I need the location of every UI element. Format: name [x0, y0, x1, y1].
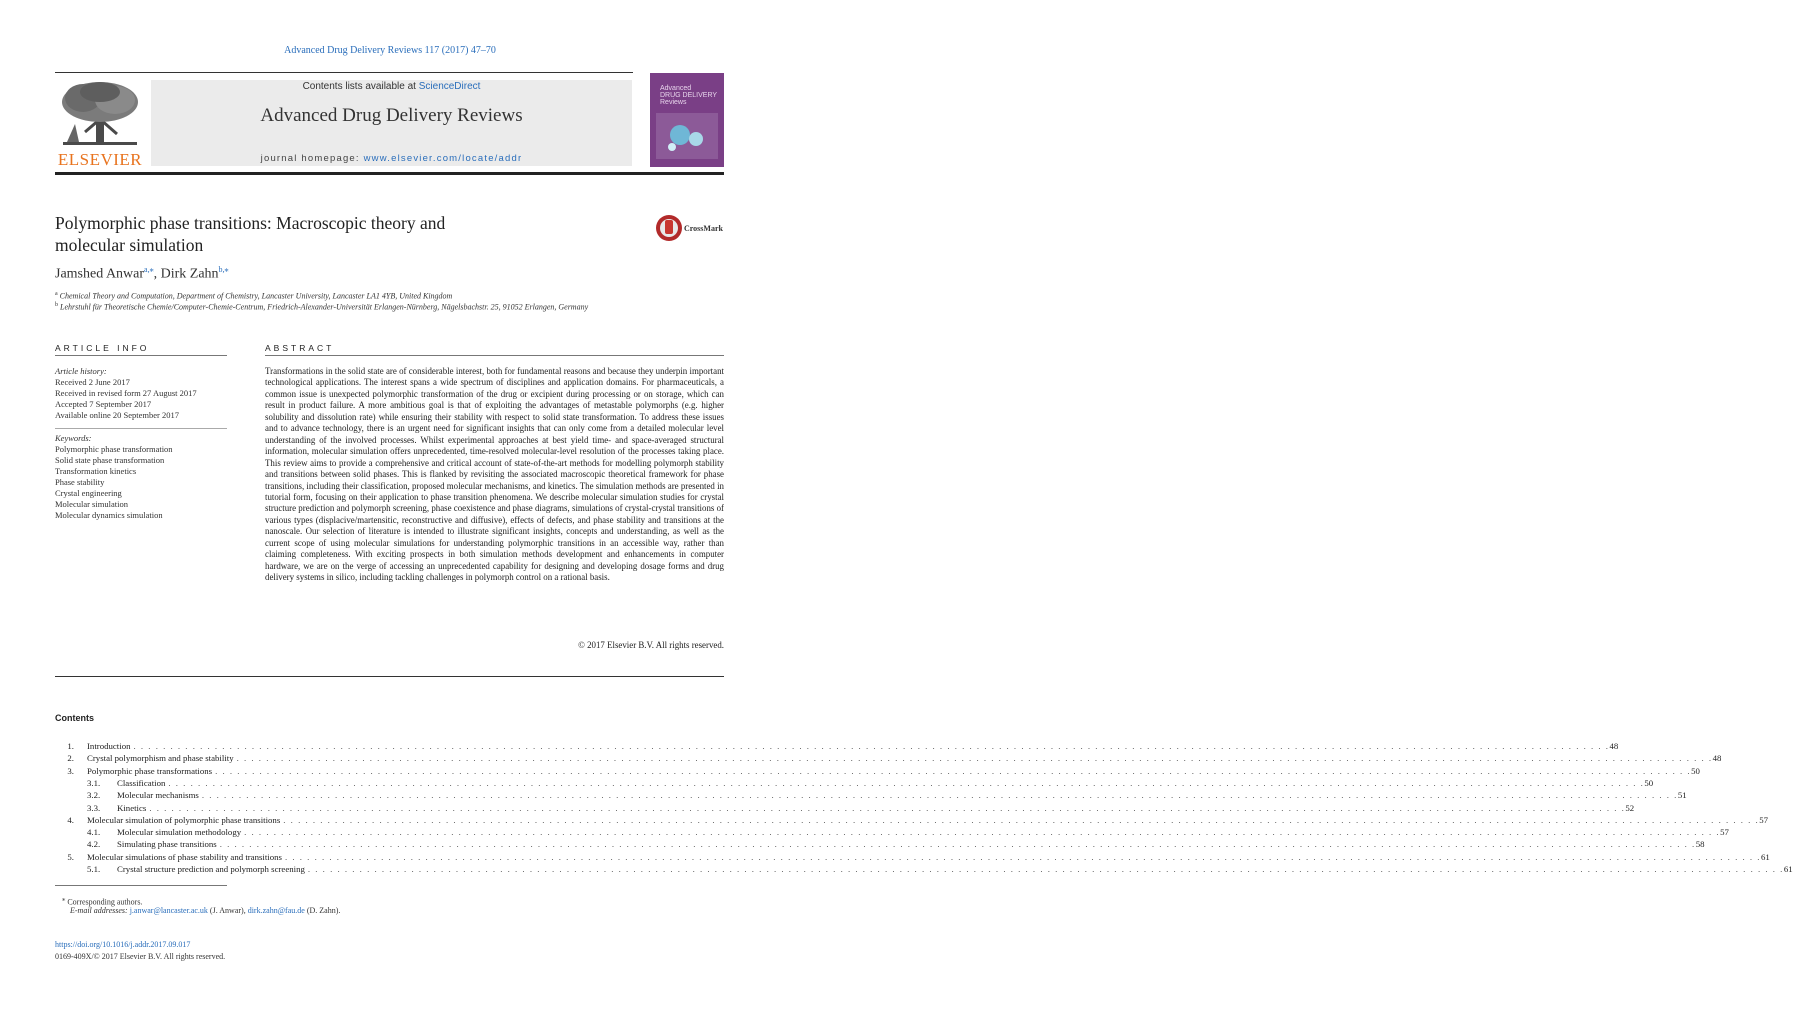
article-info-divider [55, 428, 227, 429]
keyword-item: Polymorphic phase transformation [55, 444, 173, 454]
toc-entry[interactable] [87, 814, 1769, 826]
history-item: Accepted 7 September 2017 [55, 399, 152, 409]
toc-page-number: 61 [1783, 864, 1793, 874]
toc-title[interactable]: Molecular simulation methodology [117, 827, 242, 838]
footnote-rule [55, 885, 227, 886]
toc-entry[interactable] [117, 802, 1635, 814]
toc-number: 4.2. [87, 839, 101, 850]
homepage-link[interactable]: www.elsevier.com/locate/addr [363, 153, 523, 164]
toc-leader-dots: . . . . . . . . . . . . . . . . . . . . . . . . . . . . . . . . . . . . . . . . . . . . . . . . . . . . . . . . . . . . . . . . . . . . . . . . . . . . . . . . . . . . . . . . . . . . . . . . . . . . . . . . . . . . . . . . . . . . . . . . . . . . . . . . . . . . . . . . . . . . . . . . . . . . . . . . . . . . . . . . . . . . . . . . . . . . . . . . . . . . . . . . . . . . . . . . . . . . . . . . [284, 851, 1761, 862]
toc-leader-dots: . . . . . . . . . . . . . . . . . . . . . . . . . . . . . . . . . . . . . . . . . . . . . . . . . . . . . . . . . . . . . . . . . . . . . . . . . . . . . . . . . . . . . . . . . . . . . . . . . . . . . . . . . . . . . . . . . . . . . . . . . . . . . . . . . . . . . . . . . . . . . . . . . . . . . . . . . . . . . . . . . . . . . . . . . . . . . . . . . . . . . . . . . . . . . . . . . . . . . . . . [215, 765, 1692, 776]
keyword-item: Phase stability [55, 477, 105, 487]
cover-line-3: Reviews [660, 99, 687, 106]
toc-page-number: 61 [1760, 851, 1770, 862]
toc-leader-dots: . . . . . . . . . . . . . . . . . . . . . . . . . . . . . . . . . . . . . . . . . . . . . . . . . . . . . . . . . . . . . . . . . . . . . . . . . . . . . . . . . . . . . . . . . . . . . . . . . . . . . . . . . . . . . . . . . . . . . . . . . . . . . . . . . . . . . . . . . . . . . . . . . . . . . . . . . . . . . . . . . . . . . . . . . . . . . . . . . . . . . . . . . . . . . . . . . . . . . . . . [168, 777, 1645, 788]
email-link[interactable]: j.anwar@lancaster.ac.uk [129, 906, 208, 915]
toc-entry[interactable] [87, 851, 1770, 863]
toc-leader-dots: . . . . . . . . . . . . . . . . . . . . . . . . . . . . . . . . . . . . . . . . . . . . . . . . . . . . . . . . . . . . . . . . . . . . . . . . . . . . . . . . . . . . . . . . . . . . . . . . . . . . . . . . . . . . . . . . . . . . . . . . . . . . . . . . . . . . . . . . . . . . . . . . . . . . . . . . . . . . . . . . . . . . . . . . . . . . . . . . . . . . . . . . . . . . . . . . . . . . . . . . [307, 864, 1784, 874]
journal-name: Advanced Drug Delivery Reviews [260, 105, 523, 126]
history-item: Available online 20 September 2017 [55, 410, 180, 420]
toc-row[interactable] [55, 863, 1793, 875]
article-info-heading: ARTICLE INFO [55, 343, 150, 353]
affiliation-text: Lehrstuhl für Theoretische Chemie/Computer-Chemie-Centrum, Friedrich-Alexander-Universität Erlangen-Nürnberg, Nägelsbachstr. 25, 91052 Erlangen, Germany [60, 302, 589, 312]
affiliation-label: b [55, 302, 58, 308]
cover-line-1: Advanced [660, 85, 692, 92]
keyword-item: Transformation kinetics [55, 466, 137, 476]
toc-row[interactable] [55, 789, 1687, 801]
contents-prefix: Contents lists available at [302, 81, 419, 92]
toc-entry[interactable] [87, 740, 1619, 752]
section-rule [55, 676, 724, 677]
cover-title [660, 85, 720, 106]
abstract-text: Transformations in the solid state are of considerable interest, both for fundamental reasons and because they underpin important technological applications. The interest spans a wide spectrum of disciplines and application domains. For pharmaceuticals, a common issue is unexpected polymorphic transformation of the drug or excipient during processing or on storage, which can result in product failure. A more ambitious goal is that of exploiting the advantages of metastable polymorphs (e.g. higher solubility and dissolution rate) while ensuring their stability with respect to solid state transformation. To address these issues and to advance technology, there is an urgent need for significant insights that can only come from a detailed molecular level understanding of the involved processes. Whilst experimental approaches at best yield time- and space-averaged structural information, molecular simulation offers unprecedented, time-resolved molecular-level resolution of the processes taking place. This review aims to provide a comprehensive and critical account of state-of-the-art methods for modelling polymorph stability and transitions between solid phases. This is flanked by revisiting the associated macroscopic theoretical framework for phase transitions, including their classification, proposed molecular mechanisms, and kinetics. The simulation methods are presented in tutorial form, focusing on their application to phase transition phenomena. We describe molecular simulation studies for crystal structure prediction and polymorph screening, phase coexistence and phase diagrams, simulations of crystal-crystal transitions of various types (displacive/martensitic, reconstructive and diffusive), effects of defects, and phase stability and transitions at the nanoscale. Our selection of literature is intended to illustrate significant insights, concepts and understanding, as well as the current scope of using molecular simulations for understanding polymorphic transitions in an accessible way, rather than claiming completeness. With exciting prospects in both simulation methods development and enhancements in computer hardware, we are on the verge of accessing an unprecedented capability for designing and developing dosage forms and drug delivery systems in silico, including tackling challenges in polymorph control on a rational basis. [265, 366, 724, 583]
crossmark-label: CrossMark [684, 224, 723, 233]
toc-page-number: 48 [1609, 741, 1619, 751]
contents-available-line [151, 81, 632, 92]
toc-number: 3. [67, 765, 74, 776]
toc-leader-dots: . . . . . . . . . . . . . . . . . . . . . . . . . . . . . . . . . . . . . . . . . . . . . . . . . . . . . . . . . . . . . . . . . . . . . . . . . . . . . . . . . . . . . . . . . . . . . . . . . . . . . . . . . . . . . . . . . . . . . . . . . . . . . . . . . . . . . . . . . . . . . . . . . . . . . . . . . . . . . . . . . . . . . . . . . . . . . . . . . . . . . . . . . . . . . . . . . . . . . . . . [219, 839, 1696, 850]
toc-title[interactable]: Classification [117, 777, 166, 788]
abstract-rule [265, 355, 724, 356]
toc-row[interactable] [55, 752, 1722, 764]
email-label: E-mail addresses: [70, 906, 128, 915]
toc-title[interactable]: Simulating phase transitions [117, 839, 217, 850]
paper-title-line-1: Polymorphic phase transitions: Macroscopic theory and [55, 213, 446, 233]
article-history [55, 366, 197, 421]
toc-number: 2. [67, 753, 74, 764]
toc-title[interactable]: Molecular simulation of polymorphic phase transitions [87, 814, 281, 825]
header-thick-rule [55, 172, 724, 175]
homepage-prefix: journal homepage: [260, 153, 364, 164]
keyword-item: Molecular dynamics simulation [55, 510, 163, 520]
email-footnote [70, 906, 340, 915]
author-name[interactable]: Jamshed Anwar [55, 266, 145, 282]
toc-row[interactable] [55, 802, 1635, 814]
journal-reference-link[interactable]: Advanced Drug Delivery Reviews 117 (2017) 47–70 [284, 45, 496, 56]
toc-title[interactable]: Kinetics [117, 802, 147, 813]
toc-number: 3.1. [87, 777, 101, 788]
toc-page-number: 57 [1720, 827, 1729, 838]
history-item: Received in revised form 27 August 2017 [55, 388, 197, 398]
journal-cover-thumbnail[interactable] [650, 73, 724, 167]
affiliation-text: Chemical Theory and Computation, Department of Chemistry, Lancaster University, Lancaster LA1 4YB, United Kingdom [59, 291, 453, 301]
keywords-list [55, 433, 173, 521]
toc-row[interactable] [55, 814, 1769, 826]
author-affiliation-marker[interactable]: a,⁎ [144, 265, 154, 274]
toc-leader-dots: . . . . . . . . . . . . . . . . . . . . . . . . . . . . . . . . . . . . . . . . . . . . . . . . . . . . . . . . . . . . . . . . . . . . . . . . . . . . . . . . . . . . . . . . . . . . . . . . . . . . . . . . . . . . . . . . . . . . . . . . . . . . . . . . . . . . . . . . . . . . . . . . . . . . . . . . . . . . . . . . . . . . . . . . . . . . . . . . . . . . . . . . . . . . . . . . . . . . . . . . [236, 753, 1713, 764]
history-label: Article history: [55, 366, 107, 376]
toc-entry[interactable] [117, 789, 1687, 801]
email-owner: (J. Anwar), [209, 906, 246, 915]
toc-entry[interactable] [117, 838, 1705, 850]
paper-title-line-2: molecular simulation [55, 235, 204, 255]
toc-row[interactable] [55, 826, 1729, 838]
toc-page-number: 57 [1759, 814, 1769, 825]
toc-entry[interactable] [117, 777, 1654, 789]
contents-heading: Contents [55, 713, 94, 723]
toc-entry[interactable] [87, 752, 1722, 764]
toc-entry[interactable] [117, 863, 1793, 875]
author-name[interactable]: Dirk Zahn [160, 266, 219, 282]
toc-title[interactable]: Crystal structure prediction and polymorph screening [117, 864, 305, 874]
toc-entry[interactable] [117, 826, 1729, 838]
header-rule [55, 72, 633, 73]
toc-page-number: 48 [1712, 753, 1722, 764]
affiliation-label: a [55, 291, 58, 297]
toc-page-number: 58 [1695, 839, 1705, 850]
toc-page-number: 51 [1677, 790, 1687, 801]
keyword-item: Molecular simulation [55, 499, 128, 509]
keywords-label: Keywords: [55, 433, 92, 443]
author-affiliation-marker[interactable]: b,⁎ [218, 265, 229, 274]
corresponding-footnote [62, 895, 142, 907]
footnote-star: ⁎ [62, 896, 66, 903]
cover-art-icon [656, 113, 718, 159]
keyword-item: Crystal engineering [55, 488, 122, 498]
copyright-line: © 2017 Elsevier B.V. All rights reserved. [578, 640, 724, 650]
doi-link[interactable]: https://doi.org/10.1016/j.addr.2017.09.017 [55, 940, 191, 949]
toc-number: 4. [67, 814, 74, 825]
toc-title[interactable]: Crystal polymorphism and phase stability [87, 753, 234, 764]
toc-number: 3.3. [87, 802, 101, 813]
keyword-item: Solid state phase transformation [55, 455, 165, 465]
toc-row[interactable] [55, 851, 1770, 863]
email-link[interactable]: dirk.zahn@fau.de [247, 906, 305, 915]
toc-number: 4.1. [87, 827, 101, 838]
sciencedirect-link[interactable]: ScienceDirect [418, 81, 481, 92]
elsevier-wordmark: ELSEVIER [57, 150, 143, 169]
toc-leader-dots: . . . . . . . . . . . . . . . . . . . . . . . . . . . . . . . . . . . . . . . . . . . . . . . . . . . . . . . . . . . . . . . . . . . . . . . . . . . . . . . . . . . . . . . . . . . . . . . . . . . . . . . . . . . . . . . . . . . . . . . . . . . . . . . . . . . . . . . . . . . . . . . . . . . . . . . . . . . . . . . . . . . . . . . . . . . . . . . . . . . . . . . . . . . . . . . . . . . . . . . . [201, 790, 1678, 801]
toc-page-number: 50 [1644, 777, 1654, 788]
affiliation-a [55, 291, 452, 301]
toc-number: 3.2. [87, 790, 101, 801]
toc-title[interactable]: Molecular mechanisms [117, 790, 199, 801]
author-separator: , [153, 266, 161, 282]
toc-page-number: 52 [1625, 802, 1635, 813]
cover-line-2: DRUG DELIVERY [660, 92, 718, 99]
author-list [55, 265, 229, 283]
toc-number: 5. [67, 851, 74, 862]
toc-row[interactable] [55, 765, 1700, 777]
toc-row[interactable] [55, 777, 1654, 789]
issn-line: 0169-409X/© 2017 Elsevier B.V. All rights reserved. [55, 952, 226, 961]
affiliation-b [55, 302, 588, 312]
toc-row[interactable] [55, 838, 1705, 850]
journal-homepage-line [151, 153, 632, 164]
corresponding-text: Corresponding authors. [67, 897, 143, 907]
paper-title [55, 212, 575, 256]
toc-number: 1. [67, 741, 74, 751]
toc-title[interactable]: Polymorphic phase transformations [87, 765, 213, 776]
toc-leader-dots: . . . . . . . . . . . . . . . . . . . . . . . . . . . . . . . . . . . . . . . . . . . . . . . . . . . . . . . . . . . . . . . . . . . . . . . . . . . . . . . . . . . . . . . . . . . . . . . . . . . . . . . . . . . . . . . . . . . . . . . . . . . . . . . . . . . . . . . . . . . . . . . . . . . . . . . . . . . . . . . . . . . . . . . . . . . . . . . . . . . . . . . . . . . . . . . . . . . . . . . . [133, 741, 1610, 751]
toc-entry[interactable] [87, 765, 1700, 777]
toc-title[interactable]: Introduction [87, 741, 131, 751]
toc-number: 5.1. [87, 864, 101, 874]
abstract-heading: ABSTRACT [265, 343, 335, 353]
toc-leader-dots: . . . . . . . . . . . . . . . . . . . . . . . . . . . . . . . . . . . . . . . . . . . . . . . . . . . . . . . . . . . . . . . . . . . . . . . . . . . . . . . . . . . . . . . . . . . . . . . . . . . . . . . . . . . . . . . . . . . . . . . . . . . . . . . . . . . . . . . . . . . . . . . . . . . . . . . . . . . . . . . . . . . . . . . . . . . . . . . . . . . . . . . . . . . . . . . . . . . . . . . . [283, 814, 1760, 825]
history-item: Received 2 June 2017 [55, 377, 130, 387]
email-owner: (D. Zahn). [306, 906, 341, 915]
toc-leader-dots: . . . . . . . . . . . . . . . . . . . . . . . . . . . . . . . . . . . . . . . . . . . . . . . . . . . . . . . . . . . . . . . . . . . . . . . . . . . . . . . . . . . . . . . . . . . . . . . . . . . . . . . . . . . . . . . . . . . . . . . . . . . . . . . . . . . . . . . . . . . . . . . . . . . . . . . . . . . . . . . . . . . . . . . . . . . . . . . . . . . . . . . . . . . . . . . . . . . . . . . . [244, 827, 1721, 838]
article-info-rule [55, 355, 227, 356]
toc-page-number: 50 [1691, 765, 1700, 776]
toc-leader-dots: . . . . . . . . . . . . . . . . . . . . . . . . . . . . . . . . . . . . . . . . . . . . . . . . . . . . . . . . . . . . . . . . . . . . . . . . . . . . . . . . . . . . . . . . . . . . . . . . . . . . . . . . . . . . . . . . . . . . . . . . . . . . . . . . . . . . . . . . . . . . . . . . . . . . . . . . . . . . . . . . . . . . . . . . . . . . . . . . . . . . . . . . . . . . . . . . . . . . . . . . [149, 802, 1626, 813]
crossmark-icon [655, 213, 683, 243]
toc-title[interactable]: Molecular simulations of phase stability and transitions [87, 851, 282, 862]
toc-row[interactable] [55, 740, 1619, 752]
